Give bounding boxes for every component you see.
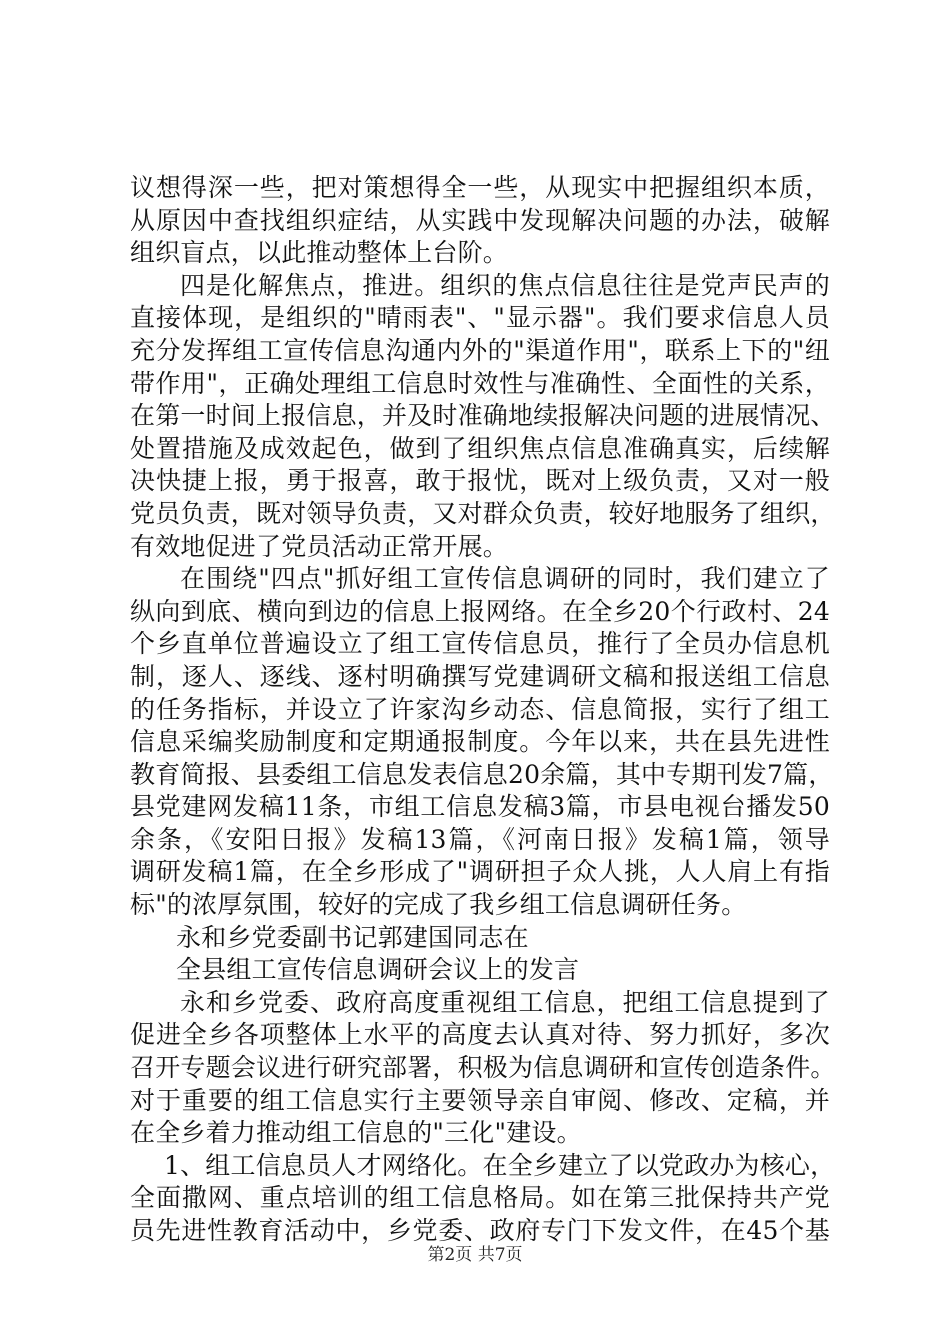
text-line: 有效地促进了党员活动正常开展。	[130, 531, 509, 561]
document-body	[130, 172, 836, 1248]
text-line: 处置措施及成效起色，做到了组织焦点信息准确真实，后续解	[130, 433, 830, 463]
text-line: 永和乡党委、政府高度重视组工信息，把组工信息提到了	[180, 987, 830, 1017]
text-line: 信息采编奖励制度和定期通报制度。今年以来，共在县先进性	[130, 727, 830, 757]
text-line: 个乡直单位普遍设立了组工宣传信息员，推行了全员办信息机	[130, 629, 830, 659]
text-line: 员先进性教育活动中，乡党委、政府专门下发文件，在45个基	[130, 1216, 830, 1245]
text-line: 在全乡着力推动组工信息的"三化"建设。	[130, 1118, 582, 1148]
text-line: 带作用"，正确处理组工信息时效性与准确性、全面性的关系，	[130, 368, 830, 398]
text-line: 组织盲点，以此推动整体上台阶。	[130, 238, 509, 268]
text-line: 在围绕"四点"抓好组工宣传信息调研的同时，我们建立了	[180, 564, 830, 594]
speech-heading-line: 全县组工宣传信息调研会议上的发言	[176, 955, 580, 985]
text-line: 四是化解焦点，推进。组织的焦点信息往往是党声民声的	[180, 270, 830, 300]
speech-heading-line: 永和乡党委副书记郭建国同志在	[176, 922, 529, 952]
text-line: 标"的浓厚氛围，较好的完成了我乡组工信息调研任务。	[130, 890, 747, 920]
text-line: 纵向到底、横向到边的信息上报网络。在全乡20个行政村、24	[130, 596, 830, 626]
text-line: 召开专题会议进行研究部署，积极为信息调研和宣传创造条件。	[130, 1053, 836, 1083]
text-line: 党员负责，既对领导负责，又对群众负责，较好地服务了组织，	[130, 498, 836, 528]
text-line: 余条，《安阳日报》发稿13篇，《河南日报》发稿1篇，领导	[130, 824, 830, 854]
text-line: 调研发稿1篇，在全乡形成了"调研担子众人挑，人人肩上有指	[130, 857, 830, 887]
text-line: 决快捷上报，勇于报喜，敢于报忧，既对上级负责，又对一般	[130, 466, 830, 496]
text-line: 对于重要的组工信息实行主要领导亲自审阅、修改、定稿，并	[130, 1085, 830, 1115]
text-line: 全面撒网、重点培训的组工信息格局。如在第三批保持共产党	[130, 1183, 830, 1213]
text-line: 议想得深一些，把对策想得全一些，从现实中把握组织本质，	[130, 173, 830, 202]
text-line: 在第一时间上报信息，并及时准确地续报解决问题的进展情况、	[130, 401, 836, 431]
text-line: 1、组工信息员人才网络化。在全乡建立了以党政办为核心，	[164, 1150, 836, 1180]
text-line: 促进全乡各项整体上水平的高度去认真对待、努力抓好，多次	[130, 1020, 830, 1050]
text-line: 的任务指标，并设立了许家沟乡动态、信息简报，实行了组工	[130, 694, 830, 724]
text-line: 充分发挥组工宣传信息沟通内外的"渠道作用"，联系上下的"纽	[130, 335, 830, 365]
text-line: 制，逐人、逐线、逐村明确撰写党建调研文稿和报送组工信息	[130, 661, 830, 691]
text-line: 教育简报、县委组工信息发表信息20余篇，其中专期刊发7篇，	[130, 759, 834, 789]
text-line: 直接体现，是组织的"晴雨表"、"显示器"。我们要求信息人员	[130, 303, 830, 333]
text-line: 从原因中查找组织症结，从实践中发现解决问题的办法，破解	[130, 205, 830, 235]
text-line: 县党建网发稿11条，市组工信息发稿3篇，市县电视台播发50	[130, 792, 830, 822]
page-footer: 第2页 共7页	[427, 1245, 523, 1265]
